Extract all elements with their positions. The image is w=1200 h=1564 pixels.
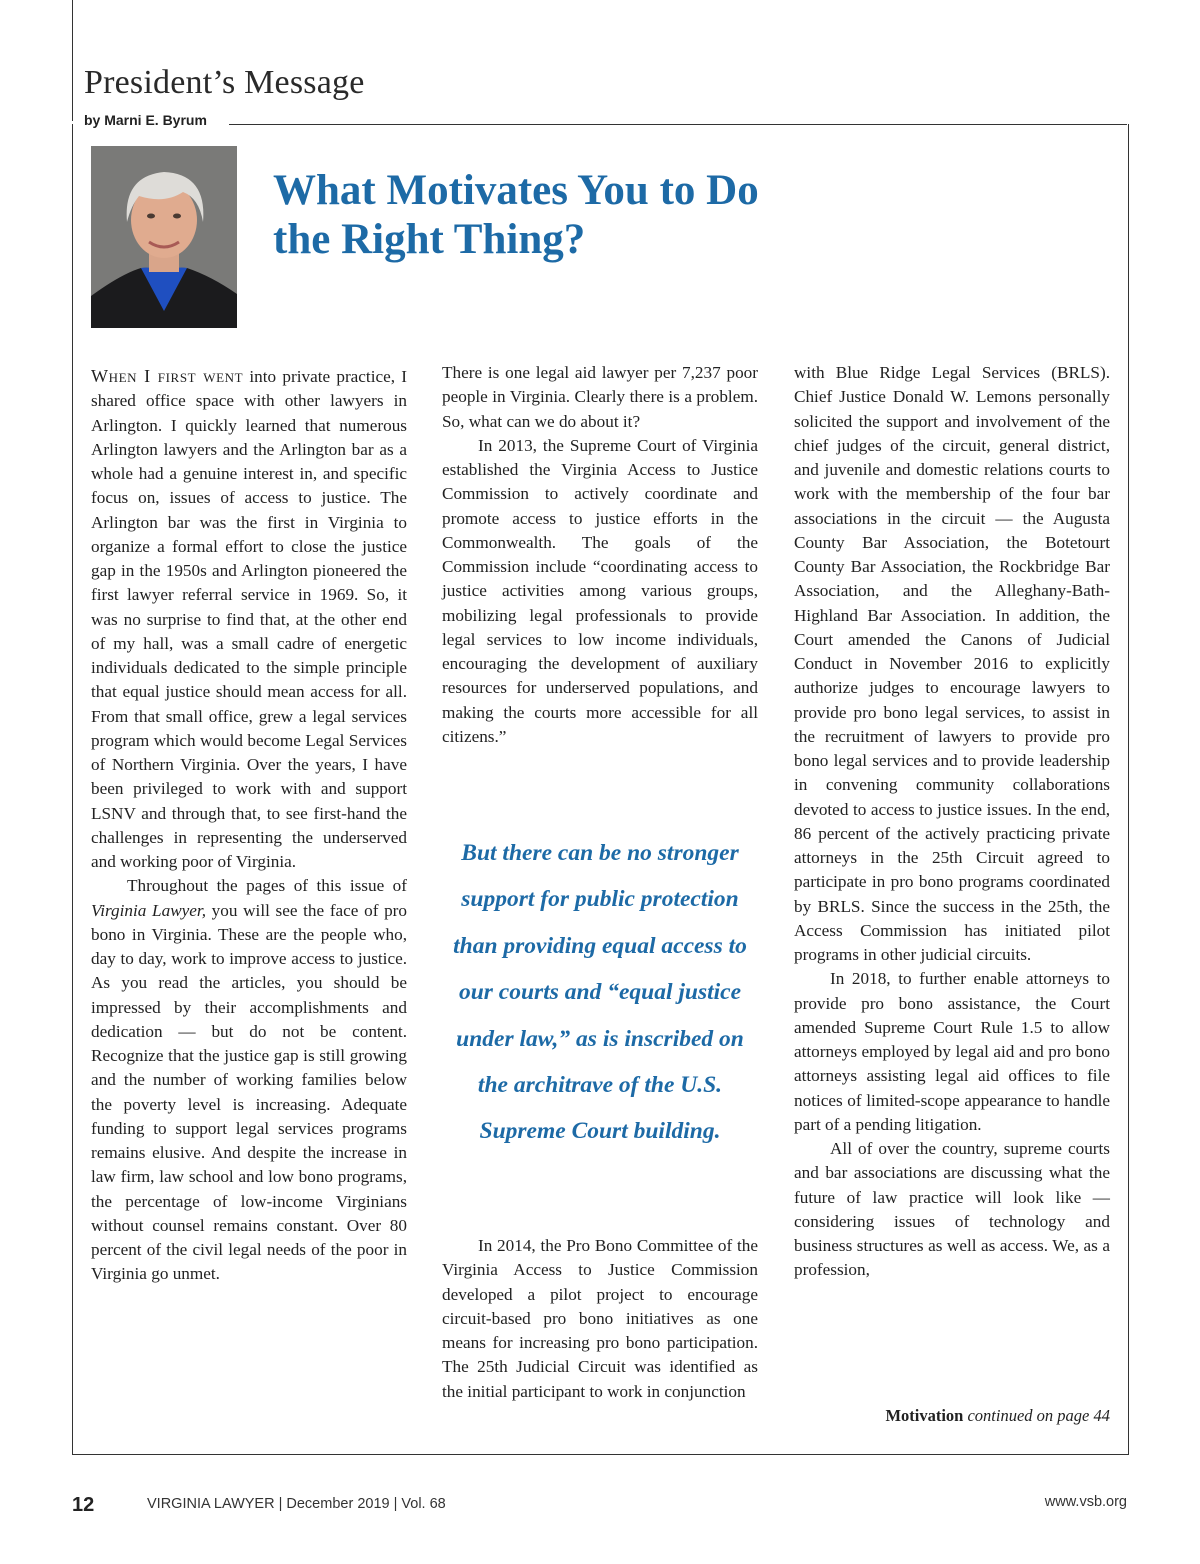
article-column-3 — [794, 361, 1110, 1283]
lead-in: When I first went — [91, 366, 244, 386]
continued-keyword: Motivation — [885, 1406, 964, 1425]
article-column-2-continued — [442, 1234, 758, 1404]
paragraph: There is one legal aid lawyer per 7,237 poor people in Virginia. Clearly there is a problem. So, what can we do about it? — [442, 363, 758, 431]
page-number: 12 — [72, 1494, 95, 1516]
publication-info: VIRGINIA LAWYER | December 2019 | Vol. 68 — [147, 1496, 446, 1512]
paragraph: In 2014, the Pro Bono Committee of the Virginia Access to Justice Commission developed a pilot project to encourage circuit-based pro bono initiatives as one means for increasing pro bono participation. The 25th Judicial Circuit was identified as the initial participant to work in conjunction — [442, 1236, 758, 1401]
author-photo — [91, 146, 237, 328]
left-vertical-rule — [72, 0, 73, 121]
section-title: President’s Message — [84, 64, 365, 101]
paragraph — [91, 364, 407, 874]
continued-notice — [794, 1406, 1110, 1426]
paragraph: with Blue Ridge Legal Services (BRLS). Chief Justice Donald W. Lemons personally solicited the support and involvement of the chief judges of the circuit, general district, and juvenile and domestic relations courts to work with the membership of the four bar associations in the circuit — the Augusta County Bar Association, the Botetourt County Bar Association, the Rockbridge Bar Association, and the Alleghany-Bath-Highland Bar Association. In addition, the Court amended the Canons of Judicial Conduct in November 2016 to explicitly authorize judges to encourage lawyers to provide pro bono legal services, to assist in the recruitment of lawyers to provide pro bono legal services and to provide leadership in convening community collaborations devoted to access to justice issues. In the end, 86 percent of the actively practicing private attorneys in the 25th Circuit agreed to participate in pro bono programs coordinated by BRLS. Since the success in the 25th, the Access Commission has initiated pilot programs in other judicial circuits. — [794, 363, 1110, 964]
paragraph-text: you will see the face of pro bono in Virginia. These are the people who, day to day, work to improve access to justice. As you read the articles, you should be impressed by their accomplishments and dedication — but do not be content. Recognize that the justice gap is still growing and the number of working families below the poverty level is increasing. Adequate funding to support legal services programs remains elusive. And despite the increase in law firm, law school and low bono programs, the percentage of low-income Virginians without counsel remains constant. Over 80 percent of the civil legal needs of the poor in Virginia go unmet. — [91, 900, 407, 1284]
portrait-photo-icon — [91, 146, 237, 328]
pull-quote: But there can be no stronger support for public protection than providing equal access to our courts and “equal justice under law,” as is inscribed on the architrave of the U.S. Supreme Court building. — [453, 840, 747, 1145]
article-column-1 — [91, 364, 407, 1287]
headline: What Motivates You to Do the Right Thing? — [273, 167, 759, 263]
website-url: www.vsb.org — [1044, 1494, 1127, 1510]
paragraph: In 2013, the Supreme Court of Virginia established the Virginia Access to Justice Commission to actively coordinate and promote access to justice efforts in the Commonwealth. The goals of the Commission include “coordinating access to justice activities among various groups, mobilizing legal professionals to provide legal services to low income individuals, encouraging the development of auxiliary resources for underserved populations, and making the courts more accessible for all citizens.” — [442, 435, 758, 746]
continued-text: continued on page 44 — [963, 1406, 1110, 1425]
paragraph-text: Throughout the pages of this issue of — [127, 876, 407, 896]
paragraph: All of over the country, supreme courts and bar associations are discussing what the future of law practice will look like — considering issues of technology and business structures as well as access. We, as a profession, — [794, 1139, 1110, 1280]
magazine-title: Virginia Lawyer, — [91, 900, 207, 920]
paragraph-text: into private practice, I shared office space with other lawyers in Arlington. I quickly learned that numerous Arlington lawyers and the Arlington bar as a whole had a genuine interest in, and specific focus on, issues of access to justice. The Arlington bar was the first in Virginia to organize a formal effort to close the justice gap in the 1950s and Arlington pioneered the first lawyer referral service in 1969. So, it was no surprise to find that, at the other end of my hall, was a small cadre of energetic individuals dedicated to the simple principle that equal justice should mean access for all. From that small office, grew a legal services program which would become Legal Services of Northern Virginia. Over the years, I have been privileged to work with and support LSNV and through that, to see first-hand the challenges in representing the underserved and working poor of Virginia. — [91, 367, 407, 871]
paragraph — [91, 874, 407, 1286]
paragraph: In 2018, to further enable attorneys to provide pro bono assistance, the Court amended Supreme Court Rule 1.5 to allow attorneys employed by legal aid and pro bono attorneys assisting legal aid offices to file notices of limited-scope appearance to handle part of a pending litigation. — [794, 969, 1110, 1134]
article-column-2 — [442, 361, 758, 749]
byline: by Marni E. Byrum — [84, 112, 207, 128]
